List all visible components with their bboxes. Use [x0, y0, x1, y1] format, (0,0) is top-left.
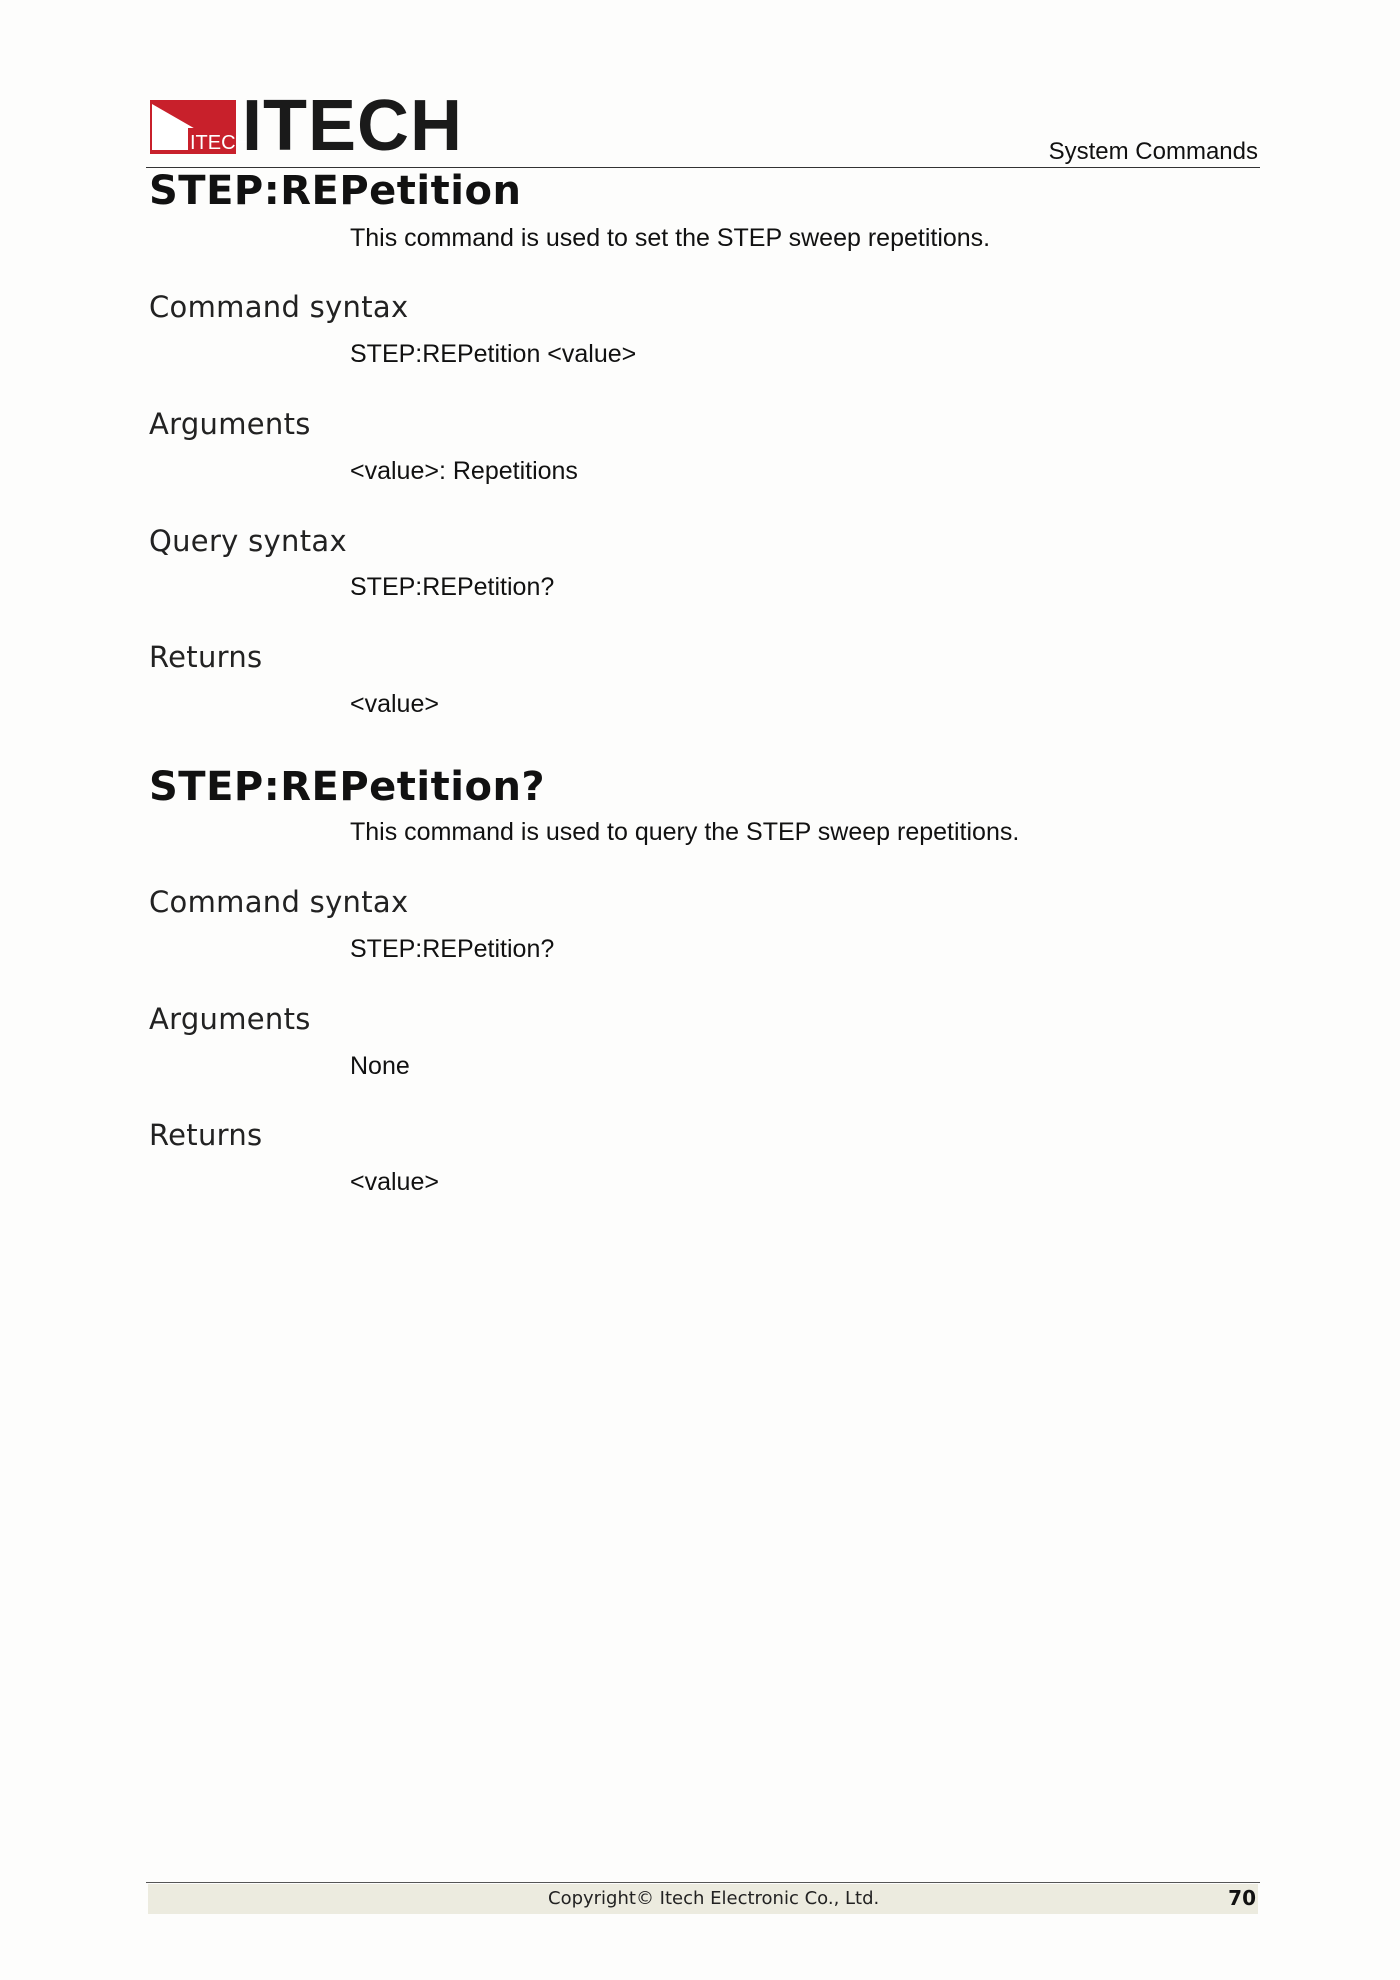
- command-title: STEP:REPetition: [149, 168, 522, 214]
- svg-text:ITECH: ITECH: [190, 132, 250, 154]
- header-section-title: System Commands: [1048, 138, 1258, 165]
- command-title: STEP:REPetition?: [149, 764, 546, 810]
- query-syntax-heading: Query syntax: [149, 524, 347, 558]
- itech-logo-mark-icon: [150, 100, 250, 154]
- command-description: This command is used to set the STEP sweep repetitions.: [350, 224, 991, 252]
- command-syntax-value: STEP:REPetition?: [350, 935, 555, 963]
- footer-copyright: Copyright© Itech Electronic Co., Ltd.: [548, 1888, 880, 1909]
- returns-value: <value>: [350, 690, 439, 718]
- itech-logo: [150, 86, 463, 166]
- arguments-heading: Arguments: [149, 1002, 311, 1036]
- query-syntax-value: STEP:REPetition?: [350, 573, 555, 601]
- arguments-heading: Arguments: [149, 407, 311, 441]
- command-syntax-heading: Command syntax: [149, 885, 409, 919]
- itech-logo-wordmark: ITECH: [242, 86, 463, 166]
- arguments-value: None: [350, 1052, 410, 1080]
- command-syntax-heading: Command syntax: [149, 290, 409, 324]
- arguments-value: <value>: Repetitions: [350, 457, 578, 485]
- returns-value: <value>: [350, 1168, 439, 1196]
- command-description: This command is used to query the STEP sweep repetitions.: [350, 818, 1020, 846]
- page-number: 70: [1228, 1886, 1256, 1910]
- returns-heading: Returns: [149, 640, 263, 674]
- command-syntax-value: STEP:REPetition <value>: [350, 340, 637, 368]
- footer-divider: [146, 1882, 1260, 1883]
- returns-heading: Returns: [149, 1118, 263, 1152]
